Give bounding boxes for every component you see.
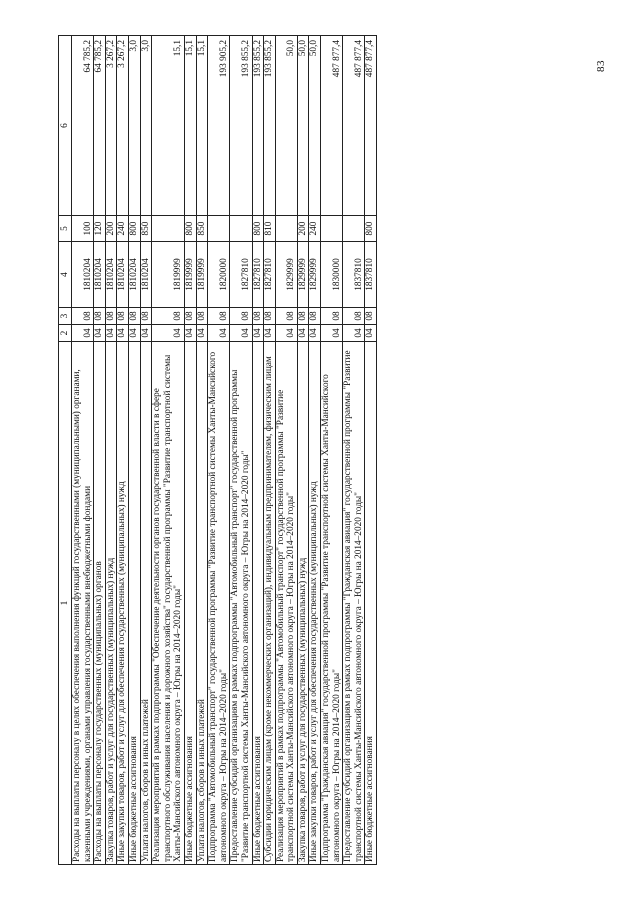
column-number-row xyxy=(59,36,72,865)
cell-subsection-code: 08 xyxy=(264,308,276,325)
cell-expense-name: Уплата налогов, сборов и иных платежей xyxy=(140,342,152,865)
cell-amount: 15,1 xyxy=(184,36,196,216)
cell-section-code: 04 xyxy=(297,325,309,342)
cell-amount: 50,0 xyxy=(309,36,321,216)
cell-amount: 15,1 xyxy=(196,36,208,216)
cell-section-code: 04 xyxy=(105,325,117,342)
table-row xyxy=(264,36,276,865)
budget-table xyxy=(58,35,377,865)
cell-section-code: 04 xyxy=(94,325,106,342)
cell-section-code: 04 xyxy=(128,325,140,342)
cell-subsection-code: 08 xyxy=(252,308,264,325)
cell-expense-name: Реализация мероприятий в рамках подпрограммы "Автомобильный транспорт" государственной программы "Развитие транспортной системы Ханты-Мансийского автономного округа – Югры на 2014–2020 годы" xyxy=(275,342,297,865)
cell-amount: 193 855,2 xyxy=(252,36,264,216)
cell-subsection-code: 08 xyxy=(309,308,321,325)
cell-target-article: 1810204 xyxy=(140,242,152,308)
cell-expense-name: Иные закупки товаров, работ и услуг для обеспечения государственных (муниципальных) нужд xyxy=(309,342,321,865)
cell-expense-type xyxy=(275,216,297,242)
cell-subsection-code: 08 xyxy=(94,308,106,325)
cell-amount: 193 855,2 xyxy=(230,36,252,216)
table-row xyxy=(94,36,106,865)
table-row xyxy=(321,36,343,865)
cell-expense-type: 800 xyxy=(252,216,264,242)
table-row xyxy=(208,36,230,865)
cell-expense-name: Иные бюджетные ассигнования xyxy=(184,342,196,865)
cell-subsection-code: 08 xyxy=(128,308,140,325)
cell-expense-type: 800 xyxy=(184,216,196,242)
cell-subsection-code: 08 xyxy=(321,308,343,325)
cell-section-code: 04 xyxy=(365,325,377,342)
cell-target-article: 1829999 xyxy=(297,242,309,308)
cell-target-article: 1810204 xyxy=(105,242,117,308)
cell-amount: 3,0 xyxy=(140,36,152,216)
cell-expense-type xyxy=(230,216,252,242)
cell-expense-type: 810 xyxy=(264,216,276,242)
cell-target-article: 1820000 xyxy=(208,242,230,308)
cell-target-article: 1829999 xyxy=(309,242,321,308)
column-header-4: 4 xyxy=(59,242,72,308)
cell-expense-type: 200 xyxy=(105,216,117,242)
cell-amount: 3,0 xyxy=(128,36,140,216)
cell-amount: 193 855,2 xyxy=(264,36,276,216)
cell-subsection-code: 08 xyxy=(365,308,377,325)
cell-target-article: 1810204 xyxy=(94,242,106,308)
cell-subsection-code: 08 xyxy=(72,308,94,325)
cell-expense-name: Расходы на выплаты персоналу государственных (муниципальных) органов xyxy=(94,342,106,865)
table-row xyxy=(230,36,252,865)
cell-amount: 487 877,4 xyxy=(321,36,343,216)
cell-expense-type: 240 xyxy=(309,216,321,242)
cell-expense-type: 850 xyxy=(196,216,208,242)
cell-expense-name: Иные бюджетные ассигнования xyxy=(128,342,140,865)
table-row xyxy=(128,36,140,865)
cell-subsection-code: 08 xyxy=(184,308,196,325)
cell-expense-type xyxy=(152,216,185,242)
column-header-2: 2 xyxy=(59,325,72,342)
table-row xyxy=(152,36,185,865)
table-row xyxy=(184,36,196,865)
cell-subsection-code: 08 xyxy=(196,308,208,325)
table-row xyxy=(309,36,321,865)
cell-expense-name: Иные закупки товаров, работ и услуг для обеспечения государственных (муниципальных) нужд xyxy=(117,342,129,865)
column-header-3: 3 xyxy=(59,308,72,325)
cell-subsection-code: 08 xyxy=(140,308,152,325)
cell-target-article: 1837810 xyxy=(343,242,365,308)
cell-expense-name: Реализация мероприятий в рамках подпрограммы "Обеспечение деятельности органов государственной власти в сфере транспортного обслуживания населения и дорожного хозяйства" государственной программы "Развитие транспортной системы Ханты-Мансийского автономного округа – Югры на 2014–2020 годы" xyxy=(152,342,185,865)
cell-subsection-code: 08 xyxy=(230,308,252,325)
cell-target-article: 1819999 xyxy=(196,242,208,308)
cell-expense-name: Подпрограмма "Автомобильный транспорт" государственной программы "Развитие транспортной системы Ханты-Мансийского автономного округа – Югры на 2014–2020 годы" xyxy=(208,342,230,865)
cell-expense-name: Предоставление субсидий организациям в рамках подпрограммы "Автомобильный транспорт" государственной программы "Развитие транспортной системы Ханты-Мансийского автономного округа – Югры на 2014–2020 годы" xyxy=(230,342,252,865)
cell-section-code: 04 xyxy=(230,325,252,342)
cell-expense-type: 200 xyxy=(297,216,309,242)
cell-section-code: 04 xyxy=(140,325,152,342)
cell-subsection-code: 08 xyxy=(343,308,365,325)
cell-expense-name: Субсидии юридическим лицам (кроме некоммерческих организаций), индивидуальным предпринимателям, физическим лицам xyxy=(264,342,276,865)
cell-target-article: 1829999 xyxy=(275,242,297,308)
cell-target-article: 1837810 xyxy=(365,242,377,308)
cell-section-code: 04 xyxy=(321,325,343,342)
cell-section-code: 04 xyxy=(117,325,129,342)
cell-expense-name: Расходы на выплаты персоналу в целях обеспечения выполнения функций государственными (муниципальными) органами, казенными учреждениями, органами управления государственными внебюджетными фондами xyxy=(72,342,94,865)
cell-amount: 50,0 xyxy=(297,36,309,216)
cell-expense-type xyxy=(343,216,365,242)
cell-section-code: 04 xyxy=(264,325,276,342)
cell-section-code: 04 xyxy=(252,325,264,342)
cell-subsection-code: 08 xyxy=(105,308,117,325)
cell-amount: 3 267,2 xyxy=(117,36,129,216)
cell-target-article: 1827810 xyxy=(264,242,276,308)
table-row xyxy=(196,36,208,865)
cell-section-code: 04 xyxy=(152,325,185,342)
table-row xyxy=(140,36,152,865)
cell-expense-type xyxy=(321,216,343,242)
cell-expense-type: 800 xyxy=(128,216,140,242)
cell-section-code: 04 xyxy=(208,325,230,342)
table-row xyxy=(275,36,297,865)
cell-expense-name: Иные бюджетные ассигнования xyxy=(365,342,377,865)
cell-target-article: 1810204 xyxy=(128,242,140,308)
cell-amount: 64 785,2 xyxy=(72,36,94,216)
table-row xyxy=(343,36,365,865)
cell-expense-name: Иные бюджетные ассигнования xyxy=(252,342,264,865)
cell-target-article: 1810204 xyxy=(72,242,94,308)
cell-expense-name: Предоставление субсидий организациям в рамках подпрограммы "Гражданская авиация" государственной программы "Развитие транспортной системы Ханты-Мансийского автономного округа – Югры на 2014–2020 годы" xyxy=(343,342,365,865)
table-body xyxy=(72,36,377,865)
cell-section-code: 04 xyxy=(275,325,297,342)
cell-subsection-code: 08 xyxy=(297,308,309,325)
column-header-6: 6 xyxy=(59,36,72,216)
cell-subsection-code: 08 xyxy=(275,308,297,325)
cell-expense-name: Подпрограмма "Гражданская авиация" государственной программы "Развитие транспортной системы Ханты-Мансийского автономного округа – Югры на 2014–2020 годы" xyxy=(321,342,343,865)
cell-amount: 487 877,4 xyxy=(365,36,377,216)
cell-expense-type: 100 xyxy=(72,216,94,242)
page-number: 83 xyxy=(595,60,607,72)
table-row xyxy=(72,36,94,865)
cell-target-article: 1819999 xyxy=(152,242,185,308)
cell-expense-type: 120 xyxy=(94,216,106,242)
cell-target-article: 1827810 xyxy=(252,242,264,308)
cell-amount: 3 267,2 xyxy=(105,36,117,216)
column-header-5: 5 xyxy=(59,216,72,242)
cell-expense-type: 800 xyxy=(365,216,377,242)
cell-expense-type xyxy=(208,216,230,242)
cell-amount: 64 785,2 xyxy=(94,36,106,216)
table-header xyxy=(59,36,72,865)
cell-subsection-code: 08 xyxy=(208,308,230,325)
cell-section-code: 04 xyxy=(196,325,208,342)
column-header-1: 1 xyxy=(59,342,72,865)
cell-expense-name: Уплата налогов, сборов и иных платежей xyxy=(196,342,208,865)
cell-section-code: 04 xyxy=(343,325,365,342)
cell-expense-type: 240 xyxy=(117,216,129,242)
cell-subsection-code: 08 xyxy=(117,308,129,325)
cell-amount: 50,0 xyxy=(275,36,297,216)
cell-target-article: 1827810 xyxy=(230,242,252,308)
cell-amount: 487 877,4 xyxy=(343,36,365,216)
table-row xyxy=(105,36,117,865)
table-row xyxy=(365,36,377,865)
cell-amount: 15,1 xyxy=(152,36,185,216)
cell-expense-type: 850 xyxy=(140,216,152,242)
cell-expense-name: Закупка товаров, работ и услуг для государственных (муниципальных) нужд xyxy=(297,342,309,865)
cell-amount: 193 905,2 xyxy=(208,36,230,216)
table-row xyxy=(117,36,129,865)
cell-target-article: 1830000 xyxy=(321,242,343,308)
cell-target-article: 1819999 xyxy=(184,242,196,308)
cell-target-article: 1810204 xyxy=(117,242,129,308)
cell-section-code: 04 xyxy=(309,325,321,342)
table-row xyxy=(297,36,309,865)
cell-section-code: 04 xyxy=(184,325,196,342)
cell-section-code: 04 xyxy=(72,325,94,342)
cell-subsection-code: 08 xyxy=(152,308,185,325)
cell-expense-name: Закупка товаров, работ и услуг для государственных (муниципальных) нужд xyxy=(105,342,117,865)
table-row xyxy=(252,36,264,865)
